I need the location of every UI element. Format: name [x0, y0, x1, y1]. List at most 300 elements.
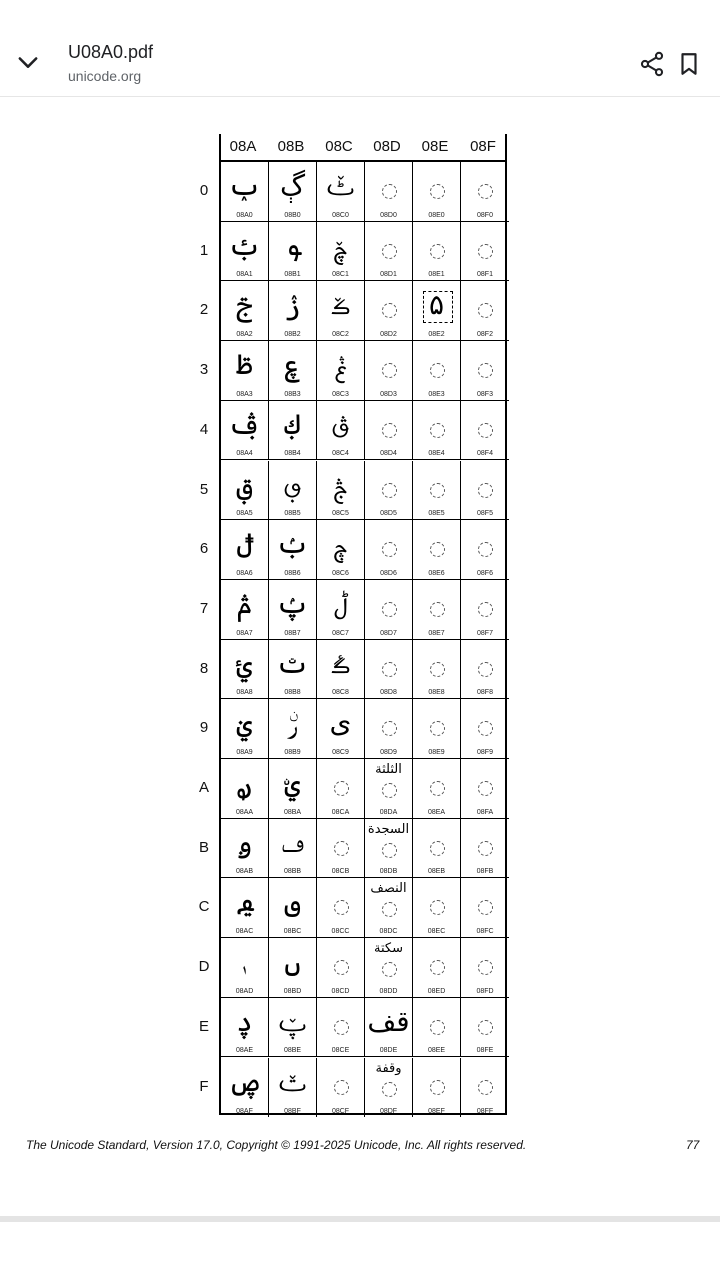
char-glyph: ࢸ — [276, 646, 309, 680]
dotted-circle — [478, 363, 493, 378]
char-glyph: ࢱ — [284, 228, 301, 262]
char-glyph: ࢦ — [236, 527, 253, 561]
code-point: 08B6 — [284, 569, 301, 577]
char-glyph: ࣀ — [326, 169, 355, 202]
code-point: 08BD — [283, 987, 302, 995]
char-glyph: ࢪ — [236, 766, 253, 799]
code-point: 08BC — [283, 928, 302, 936]
char-cell — [365, 580, 413, 640]
char-cell — [317, 759, 365, 819]
dotted-circle — [478, 841, 493, 856]
char-cell — [413, 878, 461, 938]
dotted-circle — [430, 721, 445, 736]
code-point: 08D2 — [380, 331, 397, 339]
row-label: B — [198, 838, 209, 856]
code-point: 08B2 — [284, 331, 301, 339]
row-label: 7 — [199, 599, 209, 617]
row-label: F — [199, 1077, 209, 1095]
code-point: 08D0 — [380, 211, 397, 219]
code-point: 08E5 — [428, 510, 445, 518]
dotted-circle — [478, 483, 493, 498]
code-point: 08C6 — [332, 569, 349, 577]
code-point: 08C4 — [332, 450, 349, 458]
grid-edge — [219, 134, 221, 160]
code-point: 08F2 — [477, 331, 493, 339]
code-point: 08F5 — [477, 510, 493, 518]
code-point: 08FE — [476, 1047, 494, 1055]
char-cell — [269, 878, 317, 938]
dotted-circle — [478, 662, 493, 677]
char-cell — [317, 1058, 365, 1118]
dotted-circle — [382, 1082, 397, 1097]
char-glyph: السجدة — [367, 821, 410, 837]
code-point: 08A6 — [236, 569, 253, 577]
char-cell — [317, 699, 365, 759]
code-point: 08E8 — [428, 689, 445, 697]
dotted-circle — [382, 244, 397, 259]
char-cell — [269, 819, 317, 879]
document-source: unicode.org — [68, 68, 142, 84]
code-point: 08FF — [476, 1108, 494, 1116]
char-cell — [269, 759, 317, 819]
char-cell — [365, 341, 413, 401]
dotted-circle — [478, 900, 493, 915]
char-glyph: ۵ — [428, 288, 445, 322]
char-cell — [221, 401, 269, 461]
char-cell — [269, 998, 317, 1058]
code-point: 08D8 — [380, 689, 397, 697]
code-point: 08C3 — [332, 390, 349, 398]
dotted-circle — [478, 781, 493, 796]
char-glyph: ࣅ — [333, 467, 348, 501]
char-cell — [269, 1058, 317, 1118]
char-cell — [413, 640, 461, 700]
code-point: 08F4 — [477, 450, 493, 458]
char-cell — [269, 401, 317, 461]
code-point: 08E4 — [428, 450, 445, 458]
char-glyph: ࢢ — [236, 288, 253, 322]
code-point: 08E1 — [428, 271, 445, 279]
code-point: 08FC — [476, 928, 494, 936]
char-cell — [461, 222, 509, 282]
char-glyph: ࢵ — [283, 467, 302, 501]
code-point: 08B8 — [284, 689, 301, 697]
char-cell — [317, 222, 365, 282]
char-cell — [317, 461, 365, 521]
row-label: 1 — [199, 241, 209, 259]
char-cell — [413, 401, 461, 461]
code-point: 08ED — [427, 987, 446, 995]
char-glyph: ࢹ — [287, 706, 298, 740]
char-glyph: ࢡ — [228, 228, 261, 262]
char-glyph: ࢥ — [236, 467, 253, 501]
column-header: 08C — [325, 138, 353, 155]
char-cell — [461, 998, 509, 1058]
code-point: 08CE — [331, 1047, 350, 1055]
code-point: 08A7 — [236, 629, 253, 637]
dotted-circle — [382, 843, 397, 858]
code-point: 08A5 — [236, 510, 253, 518]
code-point: 08E7 — [428, 629, 445, 637]
dotted-circle — [430, 662, 445, 677]
char-cell — [413, 162, 461, 222]
char-glyph: قف — [367, 1004, 410, 1038]
char-cell — [413, 520, 461, 580]
code-point: 08BE — [283, 1047, 302, 1055]
char-cell — [269, 580, 317, 640]
column-header: 08F — [470, 138, 496, 155]
code-point: 08FA — [476, 808, 494, 816]
char-glyph: ࢲ — [284, 288, 301, 322]
char-cell — [317, 938, 365, 998]
code-point: 08EB — [427, 868, 446, 876]
char-cell — [365, 401, 413, 461]
char-glyph: ࢧ — [236, 586, 253, 620]
row-label: 8 — [199, 659, 209, 677]
row-label: C — [198, 898, 210, 916]
char-glyph: ى — [329, 706, 352, 740]
char-cell — [413, 998, 461, 1058]
code-point: 08CB — [331, 868, 350, 876]
char-cell — [413, 759, 461, 819]
char-glyph: ࣄ — [331, 407, 350, 441]
chevron-down-icon[interactable] — [14, 48, 42, 76]
char-cell — [317, 401, 365, 461]
char-cell — [269, 640, 317, 700]
row-label: A — [198, 779, 209, 796]
dotted-circle — [382, 962, 397, 977]
code-point: 08A2 — [236, 331, 253, 339]
char-cell — [365, 938, 413, 998]
code-point: 08C5 — [332, 510, 349, 518]
dotted-circle — [382, 303, 397, 318]
char-cell — [461, 819, 509, 879]
code-point: 08B3 — [284, 390, 301, 398]
char-glyph: ࣆ — [333, 527, 348, 561]
char-cell — [365, 222, 413, 282]
code-point: 08AD — [235, 987, 254, 995]
code-point: 08C0 — [332, 211, 349, 219]
code-point: 08B9 — [284, 748, 301, 756]
char-cell — [221, 878, 269, 938]
code-point: 08F1 — [477, 271, 493, 279]
dotted-circle — [430, 1080, 445, 1095]
code-point: 08B0 — [284, 211, 301, 219]
dotted-circle — [478, 721, 493, 736]
char-cell — [413, 699, 461, 759]
dotted-circle — [430, 602, 445, 617]
code-point: 08C7 — [332, 629, 349, 637]
code-point: 08E3 — [428, 390, 445, 398]
char-cell — [221, 938, 269, 998]
char-cell — [413, 819, 461, 879]
code-point: 08B7 — [284, 629, 301, 637]
dotted-circle — [382, 184, 397, 199]
code-grid — [219, 160, 507, 1115]
char-cell — [461, 640, 509, 700]
dotted-circle — [430, 363, 445, 378]
char-cell — [461, 699, 509, 759]
row-label: 4 — [199, 420, 209, 438]
char-cell — [365, 998, 413, 1058]
code-point: 08EE — [427, 1047, 446, 1055]
char-glyph: ࢴ — [284, 407, 301, 441]
char-cell — [365, 640, 413, 700]
char-cell — [461, 1058, 509, 1118]
char-cell — [317, 640, 365, 700]
char-cell — [365, 520, 413, 580]
char-cell — [269, 281, 317, 341]
code-point: 08A8 — [236, 689, 253, 697]
code-point: 08F7 — [477, 629, 493, 637]
page-footer: The Unicode Standard, Version 17.0, Copyright © 1991-2025 Unicode, Inc. All rights reserved. — [26, 1138, 527, 1152]
dotted-circle — [430, 184, 445, 199]
code-point: 08B5 — [284, 510, 301, 518]
dotted-circle — [430, 1020, 445, 1035]
code-point: 08B4 — [284, 450, 301, 458]
dotted-circle — [382, 902, 397, 917]
code-point: 08F6 — [477, 569, 493, 577]
code-point: 08DC — [379, 928, 398, 936]
char-cell — [221, 1058, 269, 1118]
char-cell — [221, 461, 269, 521]
row-label: 0 — [199, 182, 209, 199]
column-header: 08B — [277, 138, 305, 155]
char-cell — [461, 162, 509, 222]
char-glyph: ࢽ — [284, 945, 301, 979]
dotted-circle — [478, 1020, 493, 1035]
char-glyph: ࢿ — [278, 1064, 307, 1098]
dotted-circle — [478, 184, 493, 199]
column-header: 08E — [421, 138, 449, 155]
dotted-circle — [382, 602, 397, 617]
code-point: 08C8 — [332, 689, 349, 697]
code-point: 08D4 — [380, 450, 397, 458]
char-glyph: ࣃ — [334, 348, 347, 382]
char-cell — [221, 162, 269, 222]
grid-edge — [505, 134, 507, 160]
char-glyph: ݕ — [228, 169, 261, 202]
char-cell — [365, 878, 413, 938]
char-cell — [221, 759, 269, 819]
char-cell — [461, 520, 509, 580]
char-cell — [461, 281, 509, 341]
char-glyph: ࢤ — [228, 407, 261, 441]
char-cell — [365, 281, 413, 341]
char-cell — [317, 998, 365, 1058]
char-glyph: ࢩ — [236, 706, 253, 740]
dotted-circle — [478, 960, 493, 975]
code-point: 08F3 — [477, 390, 493, 398]
code-point: 08D1 — [380, 271, 397, 279]
char-cell — [413, 1058, 461, 1118]
dotted-circle — [382, 662, 397, 677]
code-point: 08BB — [283, 868, 302, 876]
row-label: E — [198, 1017, 209, 1035]
dotted-circle — [382, 721, 397, 736]
char-cell — [317, 520, 365, 580]
code-point: 08E6 — [428, 569, 445, 577]
code-point: 08C9 — [332, 748, 349, 756]
char-cell — [461, 461, 509, 521]
code-point: 08A1 — [236, 271, 253, 279]
char-cell — [221, 341, 269, 401]
code-point: 08F0 — [477, 211, 493, 219]
char-glyph: ࢭ — [241, 945, 248, 979]
row-label: 2 — [199, 301, 209, 319]
dotted-circle — [478, 542, 493, 557]
code-point: 08D9 — [380, 748, 397, 756]
char-cell — [317, 878, 365, 938]
dotted-circle — [478, 423, 493, 438]
code-point: 08DE — [379, 1047, 398, 1055]
char-cell — [461, 878, 509, 938]
bookmark-icon[interactable] — [676, 50, 702, 78]
dotted-circle — [430, 483, 445, 498]
code-point: 08AA — [235, 808, 254, 816]
char-glyph: ࢺ — [284, 766, 301, 799]
char-cell — [221, 998, 269, 1058]
code-point: 08CA — [331, 808, 350, 816]
code-point: 08D7 — [380, 629, 397, 637]
char-glyph: ࣈ — [330, 646, 351, 680]
code-point: 08CF — [331, 1108, 350, 1116]
char-glyph: الثلثة — [375, 762, 402, 777]
dotted-circle — [430, 900, 445, 915]
code-point: 08BF — [284, 1108, 301, 1116]
code-point: 08E2 — [428, 331, 445, 339]
code-chart — [192, 134, 508, 1119]
char-cell — [269, 162, 317, 222]
row-label: 3 — [199, 361, 209, 379]
column-header: 08D — [373, 138, 401, 155]
char-glyph: ࢯ — [228, 1064, 261, 1098]
page-number: 77 — [686, 1138, 700, 1152]
char-glyph: ࢷ — [276, 586, 309, 620]
dotted-circle — [430, 841, 445, 856]
code-point: 08E9 — [428, 748, 445, 756]
bottom-area — [0, 1222, 720, 1280]
char-cell — [221, 520, 269, 580]
row-label: D — [198, 958, 210, 976]
share-icon[interactable] — [638, 50, 666, 78]
char-glyph: ࢻ — [281, 825, 304, 859]
char-glyph: ࢬ — [236, 885, 253, 919]
code-point: 08F9 — [477, 748, 493, 756]
char-cell — [365, 699, 413, 759]
char-cell — [461, 938, 509, 998]
char-glyph: ڳ — [279, 169, 306, 202]
dotted-circle — [478, 602, 493, 617]
row-label: 9 — [199, 719, 209, 737]
dotted-circle — [382, 483, 397, 498]
char-cell — [221, 819, 269, 879]
char-cell — [413, 461, 461, 521]
document-title: U08A0.pdf — [68, 42, 154, 62]
char-glyph: ࢳ — [284, 348, 301, 382]
char-cell — [461, 580, 509, 640]
char-cell — [221, 699, 269, 759]
char-cell — [413, 341, 461, 401]
dotted-circle — [478, 244, 493, 259]
code-point: 08CC — [331, 928, 350, 936]
dotted-circle — [430, 244, 445, 259]
char-glyph: وقفة — [375, 1060, 402, 1076]
char-cell — [317, 281, 365, 341]
dotted-circle — [334, 841, 349, 856]
code-point: 08D5 — [380, 510, 397, 518]
char-cell — [413, 938, 461, 998]
char-cell — [269, 461, 317, 521]
code-point: 08F8 — [477, 689, 493, 697]
code-point: 08AB — [235, 868, 254, 876]
char-cell — [317, 819, 365, 879]
dotted-circle — [382, 423, 397, 438]
code-point: 08A0 — [236, 211, 253, 219]
char-cell — [317, 580, 365, 640]
dotted-circle — [430, 542, 445, 557]
char-cell — [365, 461, 413, 521]
char-cell — [365, 1058, 413, 1118]
code-point: 08A4 — [236, 450, 253, 458]
code-point: 08D6 — [380, 569, 397, 577]
code-point: 08BA — [283, 808, 302, 816]
dotted-circle — [334, 1080, 349, 1095]
code-point: 08DB — [379, 868, 398, 876]
code-point: 08AF — [236, 1108, 253, 1116]
row-labels — [192, 160, 216, 1115]
dotted-circle — [334, 900, 349, 915]
char-glyph: ࢼ — [284, 885, 301, 919]
char-glyph: ࣂ — [330, 288, 351, 322]
dotted-circle — [382, 783, 397, 798]
code-point: 08AC — [235, 928, 254, 936]
dotted-circle — [382, 363, 397, 378]
code-point: 08A9 — [236, 748, 253, 756]
dotted-circle — [334, 781, 349, 796]
dotted-circle — [478, 1080, 493, 1095]
char-cell — [461, 341, 509, 401]
char-cell — [317, 341, 365, 401]
char-glyph: ࣇ — [333, 586, 348, 620]
char-cell — [269, 222, 317, 282]
dotted-circle — [430, 423, 445, 438]
char-cell — [413, 580, 461, 640]
dotted-circle — [334, 1020, 349, 1035]
code-point: 08EF — [428, 1108, 445, 1116]
code-point: 08B1 — [284, 271, 301, 279]
row-label: 5 — [199, 480, 209, 498]
char-glyph: ࢾ — [278, 1004, 307, 1038]
char-cell — [221, 281, 269, 341]
char-glyph: ࢫ — [236, 825, 253, 859]
char-glyph: ࢶ — [276, 527, 309, 561]
char-cell — [269, 699, 317, 759]
char-cell — [461, 401, 509, 461]
char-cell — [365, 162, 413, 222]
code-point: 08AE — [235, 1047, 254, 1055]
code-point: 08FD — [476, 987, 494, 995]
column-header: 08A — [229, 138, 257, 155]
char-cell — [365, 759, 413, 819]
row-label: 6 — [199, 540, 209, 558]
code-point: 08CD — [331, 987, 350, 995]
char-glyph: النصف — [370, 881, 407, 897]
char-cell — [221, 222, 269, 282]
dotted-circle — [334, 960, 349, 975]
char-glyph: سكتة — [374, 941, 403, 957]
column-headers — [219, 134, 508, 160]
